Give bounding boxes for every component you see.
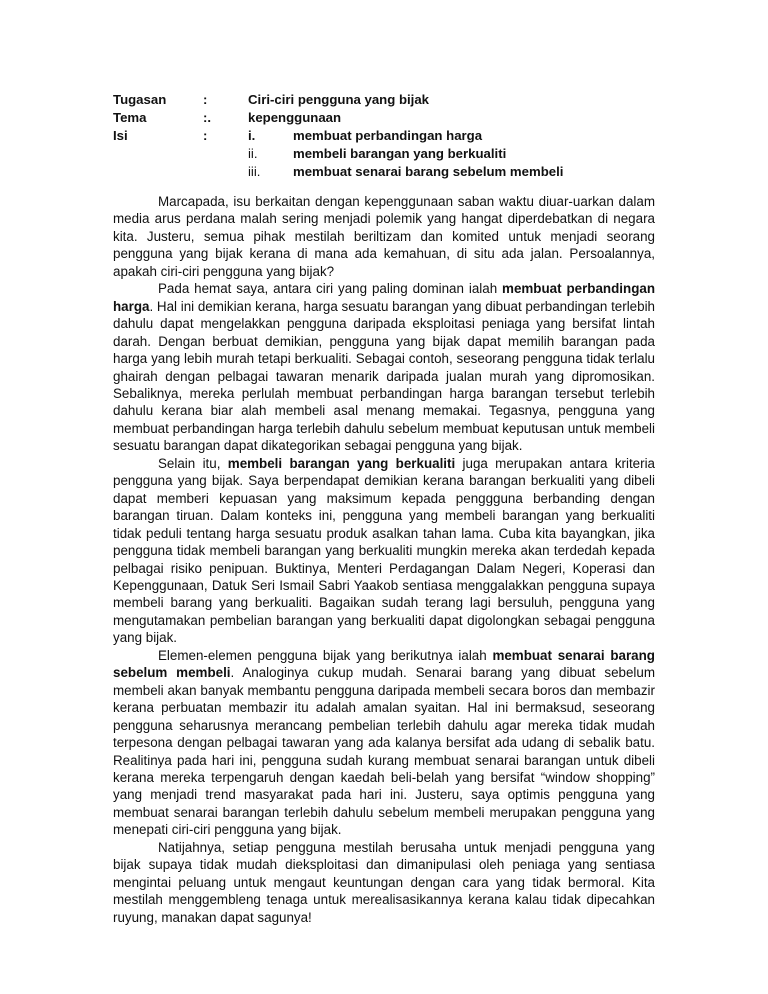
paragraph-text: Natijahnya, setiap pengguna mestilah berusaha untuk menjadi pengguna yang bijak supaya tidak mudah dieksploitasi dan dimanipulasi oleh peniaga yang sentiasa mengintai peluang untuk mengaut keuntungan dengan cara yang tidak bermoral. Kita mestilah menggembleng tenaga untuk merealisasikannya kerana kalau tidak dipecahkan ruyung, manakan dapat sagunya! bbox=[113, 839, 655, 925]
paragraph-text: Elemen-elemen pengguna bijak yang berikutnya ialah bbox=[158, 647, 493, 663]
isi-item-number: iii. bbox=[248, 164, 261, 179]
key-point: membeli barangan yang berkualiti bbox=[227, 455, 456, 471]
paragraph-point-3 bbox=[113, 647, 655, 839]
isi-item-number: i. bbox=[248, 128, 256, 143]
paragraph-text: juga merupakan antara kriteria pengguna yang bijak. Saya berpendapat demikian kerana barangan berkualiti yang dibeli dapat memberi kepuasan yang maksimum kepada penggguna berbanding dengan barangan tiruan. Dalam konteks ini, pengguna yang membeli barangan yang berkualiti tidak peduli tentang harga sesuatu produk asalkan tahan lama. Cuba kita bayangkan, jika pengguna tidak membeli barangan yang berkualiti mungkin mereka akan terdedah kepada pelbagai risiko penipuan. Buktinya, Menteri Perdagangan Dalam Negeri, Koperasi dan Kepenggunaan, Datuk Seri Ismail Sabri Yaakob sentiasa menggalakkan pengguna supaya membeli barang yang berkualiti. Bagaikan sudah terang lagi bersuluh, pengguna yang mengutamakan pembelian barangan yang berkualiti dapat digolongkan sebagai pengguna yang bijak. bbox=[113, 455, 656, 646]
paragraph-text: . Analoginya cukup mudah. Senarai barang yang dibuat sebelum membeli akan banyak membantu pengguna daripada membeli secara boros dan membazir kerana perbuatan membazir itu adalah amalan syaitan. Hal ini bermaksud, seseorang pengguna seharusnya merancang pembelian terlebih dahulu agar mereka tidak mudah terpesona dengan pelbagai tawaran yang ada kalanya bersifat ada udang di sebalik batu. Realitinya pada hari ini, pengguna sudah kurang membuat senarai barangan untuk dibeli kerana mereka terpengaruh dengan kaedah beli-belah yang bersifat “window shopping” yang menjadi trend masyarakat pada hari ini. Justeru, saya optimis pengguna yang membuat senarai barangan terlebih dahulu sebelum membeli merupakan pengguna yang menepati ciri-ciri pengguna yang bijak. bbox=[113, 665, 655, 838]
paragraph-text: . Hal ini demikian kerana, harga sesuatu barangan yang dibuat perbandingan terlebih dahulu dapat mengelakkan pengguna daripada eksploitasi peniaga yang bersifat lintah darah. Dengan berbuat demikian, pengguna yang bijak dapat memilih barangan pada harga yang lebih murah tetapi berkualiti. Sebagai contoh, seseorang pengguna tidak terlalu ghairah dengan pelbagai tawaran menarik daripada jualan murah yang dipromosikan. Sebaliknya, mereka perlulah membuat perbandingan harga barangan tersebut terlebih dahulu kerana biar alah membeli asal menang memakai. Tegasnya, pengguna yang membuat perbandingan harga terlebih dahulu sebelum membuat keputusan untuk membeli sesuatu barangan dapat dikategorikan sebagai pengguna yang bijak. bbox=[113, 298, 655, 454]
paragraph-point-1 bbox=[113, 280, 655, 455]
key-point: membuat senarai barang sebelum membeli bbox=[113, 647, 655, 681]
paragraph-introduction bbox=[113, 193, 655, 280]
isi-label: Isi bbox=[113, 128, 128, 143]
colon: :. bbox=[203, 110, 212, 125]
tugasan-label: Tugasan bbox=[113, 92, 167, 107]
isi-item-text: membuat senarai barang sebelum membeli bbox=[293, 164, 564, 179]
tema-label: Tema bbox=[113, 110, 147, 125]
paragraph-point-2 bbox=[113, 455, 655, 647]
colon: : bbox=[203, 92, 208, 107]
key-point: membuat perbandingan harga bbox=[113, 281, 655, 314]
colon: : bbox=[203, 128, 208, 143]
tugasan-value: Ciri-ciri pengguna yang bijak bbox=[248, 92, 429, 107]
paragraph-text: Selain itu, bbox=[158, 455, 228, 471]
essay-body bbox=[113, 193, 655, 926]
paragraph-conclusion bbox=[113, 839, 655, 926]
paragraph-text: Marcapada, isu berkaitan dengan kepenggunaan saban waktu diuar-uarkan dalam media arus perdana malah sering menjadi polemik yang hangat diperdebatkan di negara kita. Justeru, semua pihak mestilah beriltizam dan komited untuk menjadi seorang pengguna yang bijak kerana di mana ada kemahuan, di situ ada jalan. Persoalannya, apakah ciri-ciri pengguna yang bijak? bbox=[113, 194, 655, 279]
paragraph-text: Pada hemat saya, antara ciri yang paling dominan ialah bbox=[158, 281, 503, 297]
isi-item-text: membuat perbandingan harga bbox=[293, 128, 483, 143]
isi-item-text: membeli barangan yang berkualiti bbox=[293, 146, 507, 161]
tema-value: kepenggunaan bbox=[248, 110, 342, 125]
isi-item-number: ii. bbox=[248, 146, 258, 161]
